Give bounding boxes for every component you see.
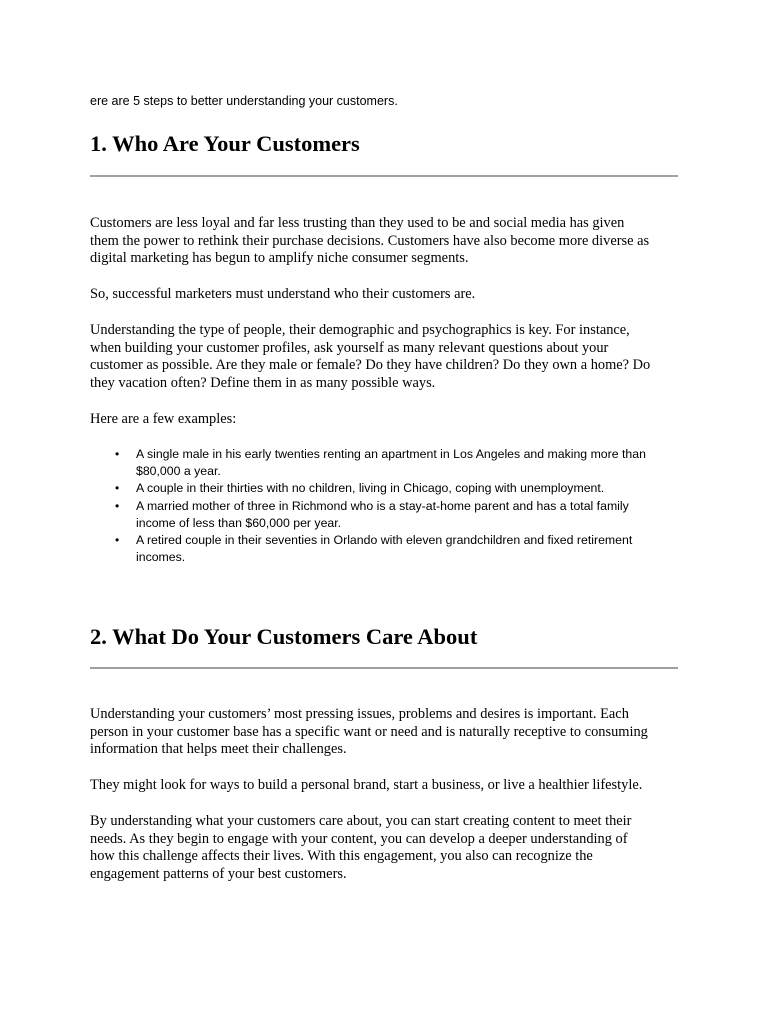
text-line: They might look for ways to build a personal brand, start a business, or live a healthier lifestyle. (90, 777, 643, 793)
section-1-divider (90, 175, 678, 177)
list-item-line: incomes. (136, 550, 186, 565)
list-item (90, 532, 690, 566)
list-item-line: A married mother of three in Richmond who is a stay-at-home parent and has a total family (136, 498, 629, 513)
list-item (90, 480, 690, 497)
section-1-paragraph-4 (90, 411, 690, 429)
section-1-paragraph-1 (90, 215, 690, 268)
section-2-paragraph-1 (90, 706, 690, 759)
section-1-paragraph-2 (90, 286, 690, 304)
bullet-icon: • (115, 481, 120, 496)
section-1-heading: 1. Who Are Your Customers (90, 131, 360, 156)
examples-list (90, 446, 690, 566)
text-line: person in your customer base has a specific want or need and is naturally receptive to consuming (90, 723, 648, 740)
list-item-line: A couple in their thirties with no children, living in Chicago, coping with unemployment. (136, 481, 605, 496)
text-line: when building your customer profiles, ask yourself as many relevant questions about your (90, 339, 609, 356)
text-line: So, successful marketers must understand who their customers are. (90, 286, 476, 302)
text-line: Customers are less loyal and far less trusting than they used to be and social media has given (90, 215, 625, 231)
intro-text: ere are 5 steps to better understanding your customers. (90, 94, 398, 108)
text-line: digital marketing has begun to amplify niche consumer segments. (90, 250, 469, 267)
text-line: how this challenge affects their lives. With this engagement, you also can recognize the (90, 848, 593, 865)
text-line: Understanding your customers’ most pressing issues, problems and desires is important. Each (90, 706, 629, 722)
text-line: customer as possible. Are they male or female? Do they have children? Do they own a home? Do (90, 357, 651, 374)
text-line: they vacation often? Define them in as many possible ways. (90, 374, 436, 391)
bullet-icon: • (115, 498, 120, 513)
section-2-heading: 2. What Do Your Customers Care About (90, 624, 478, 649)
list-item-line: $80,000 a year. (136, 464, 221, 479)
text-line: information that helps meet their challenges. (90, 741, 347, 758)
bullet-icon: • (115, 447, 120, 461)
list-item (90, 446, 690, 480)
text-line: Here are a few examples: (90, 411, 237, 427)
list-item-line: income of less than $60,000 per year. (136, 515, 342, 530)
section-2-paragraph-3 (90, 813, 690, 883)
text-line: engagement patterns of your best customers. (90, 865, 347, 882)
text-line: needs. As they begin to engage with your content, you can develop a deeper understanding of (90, 830, 628, 847)
section-2-paragraph-2 (90, 777, 690, 795)
text-line: By understanding what your customers care about, you can start creating content to meet their (90, 813, 632, 829)
list-item-line: A retired couple in their seventies in Orlando with eleven grandchildren and fixed retirement (136, 533, 633, 548)
list-item (90, 498, 690, 532)
section-1-paragraph-3 (90, 322, 690, 392)
text-line: them the power to rethink their purchase decisions. Customers have also become more diverse as (90, 232, 650, 249)
text-line: Understanding the type of people, their demographic and psychographics is key. For instance, (90, 322, 630, 338)
bullet-icon: • (115, 533, 120, 548)
section-2-divider (90, 667, 678, 669)
list-item-line: A single male in his early twenties renting an apartment in Los Angeles and making more than (136, 447, 646, 461)
